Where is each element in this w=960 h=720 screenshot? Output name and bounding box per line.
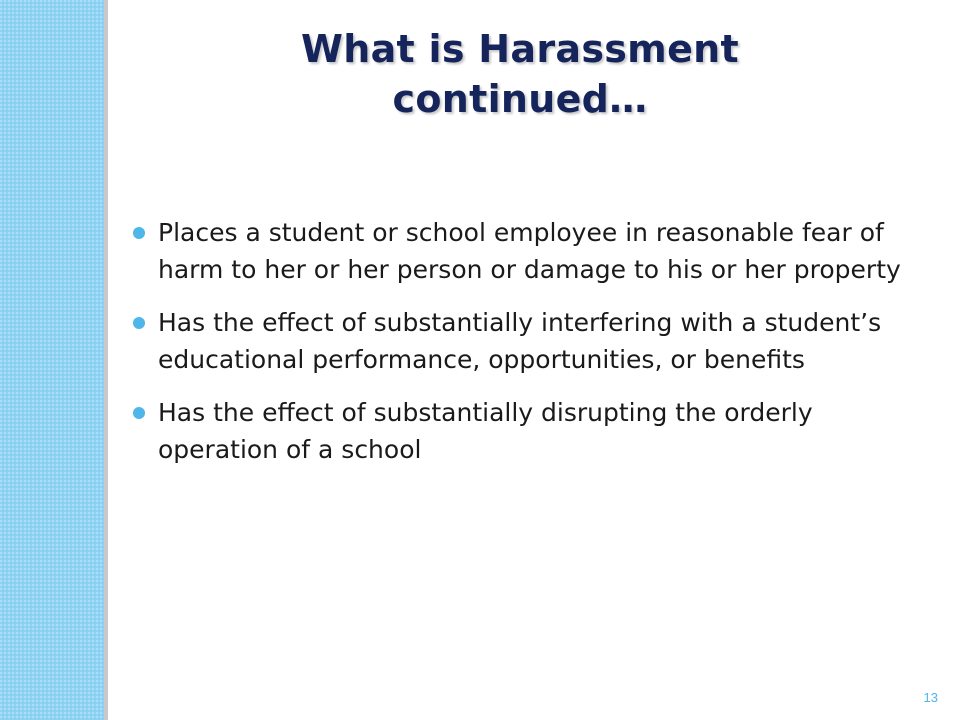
slide-title-line-2: continued… xyxy=(392,77,648,121)
slide-title-line-1: What is Harassment xyxy=(301,27,739,71)
page-number: 13 xyxy=(923,690,938,705)
slide-title xyxy=(150,24,890,124)
decorative-side-band xyxy=(0,0,104,720)
bullet-dot-icon xyxy=(133,407,145,419)
bullet-text: Has the effect of substantially interfering with a student’s educational performance, opportunities, or benefits xyxy=(158,308,882,374)
bullet-dot-icon xyxy=(133,317,145,329)
bullet-item xyxy=(130,214,930,288)
side-band-divider xyxy=(104,0,108,720)
bullet-item xyxy=(130,394,930,468)
bullet-text: Places a student or school employee in reasonable fear of harm to her or her person or damage to his or her property xyxy=(158,218,901,284)
bullet-text: Has the effect of substantially disrupting the orderly operation of a school xyxy=(158,398,813,464)
bullet-list xyxy=(130,214,930,484)
bullet-item xyxy=(130,304,930,378)
bullet-dot-icon xyxy=(133,227,145,239)
